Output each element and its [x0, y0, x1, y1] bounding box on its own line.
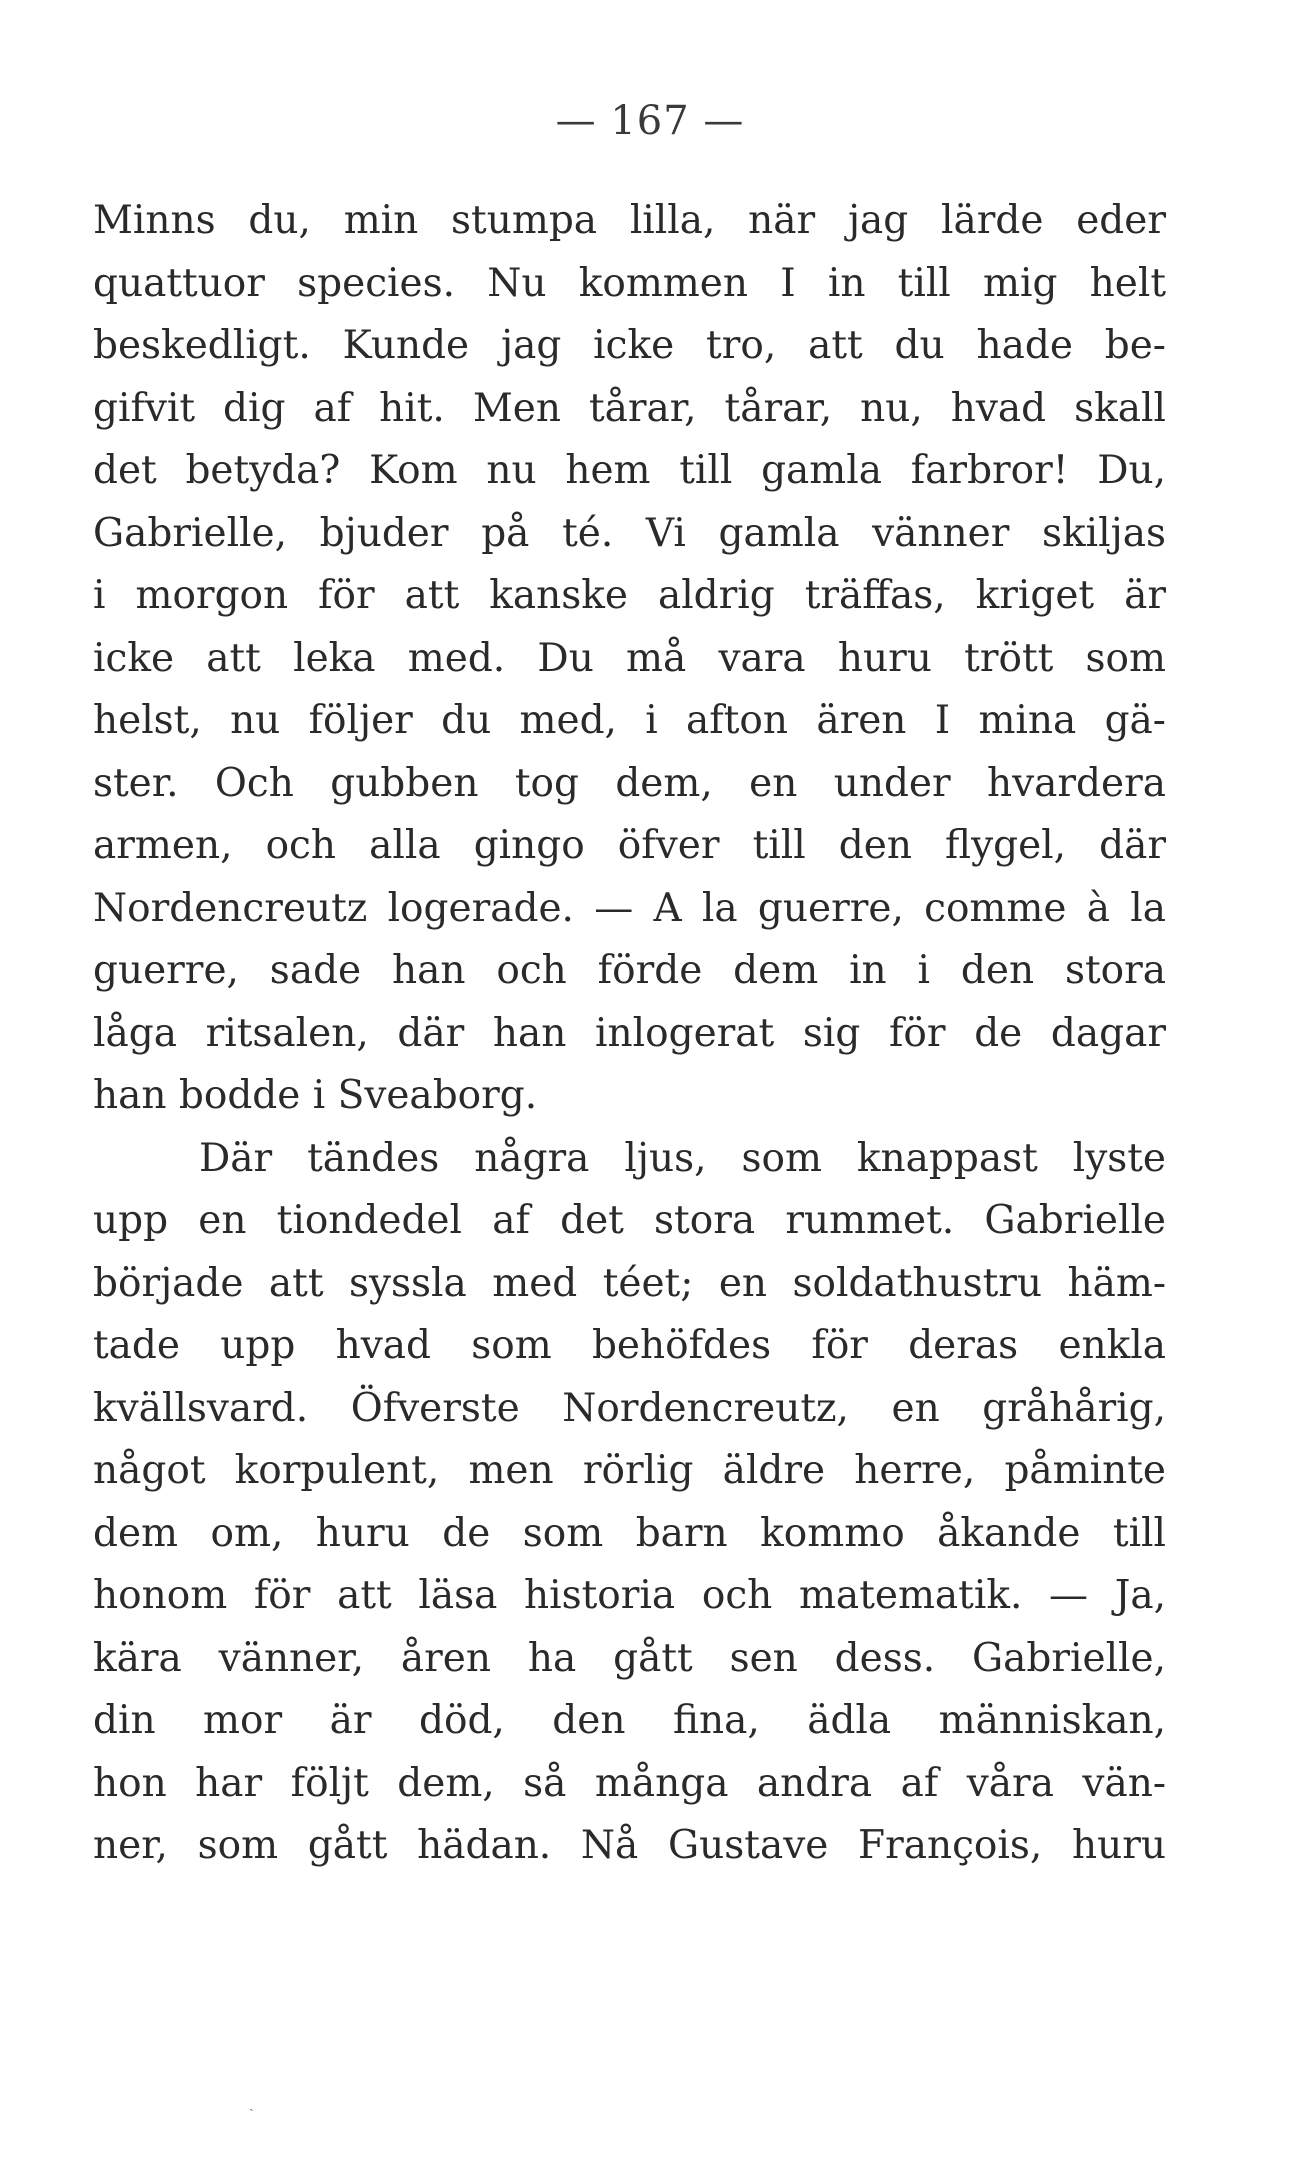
text-line: hon har följt dem, så många andra af våra vän- [93, 1760, 1166, 1806]
text-line: dem om, huru de som barn kommo åkande till [93, 1510, 1166, 1556]
text-line: armen, och alla gingo öfver till den flygel, där [93, 823, 1166, 868]
text-line: Nordencreutz logerade. — A la guerre, comme à la [93, 885, 1166, 931]
page-number: — 167 — [555, 98, 745, 144]
text-line: det betyda? Kom nu hem till gamla farbror! Du, [93, 448, 1166, 493]
body-text [93, 190, 1166, 1878]
text-line: Minns du, min stumpa lilla, när jag lärde eder [93, 198, 1166, 243]
text-line: ner, som gått hädan. Nå Gustave François, huru [93, 1823, 1166, 1868]
text-line: något korpulent, men rörlig äldre herre, påminte [93, 1448, 1166, 1493]
text-line: kära vänner, åren ha gått sen dess. Gabrielle, [93, 1635, 1166, 1681]
text-line: quattuor species. Nu kommen I in till mig helt [93, 260, 1166, 306]
text-line: ster. Och gubben tog dem, en under hvardera [93, 760, 1166, 806]
text-line: Där tändes några ljus, som knappast lyste [199, 1135, 1166, 1181]
text-line: guerre, sade han och förde dem in i den stora [93, 948, 1166, 993]
text-line: han bodde i Sveaborg. [93, 1073, 538, 1118]
text-line: började att syssla med téet; en soldathustru häm- [93, 1260, 1166, 1306]
text-line: helst, nu följer du med, i afton ären I mina gä- [93, 698, 1166, 743]
text-line: kvällsvard. Öfverste Nordencreutz, en gråhårig, [93, 1385, 1166, 1431]
text-line: icke att leka med. Du må vara huru trött som [93, 635, 1166, 681]
text-line: Gabrielle, bjuder på té. Vi gamla vänner skiljas [93, 510, 1166, 556]
text-line: din mor är död, den fina, ädla människan, [93, 1698, 1166, 1743]
text-line: upp en tiondedel af det stora rummet. Gabrielle [93, 1198, 1166, 1243]
text-line: beskedligt. Kunde jag icke tro, att du hade be- [93, 323, 1166, 368]
text-line: gifvit dig af hit. Men tårar, tårar, nu, hvad skall [93, 385, 1166, 431]
text-line: tade upp hvad som behöfdes för deras enkla [93, 1323, 1166, 1368]
text-line: honom för att läsa historia och matematik. — Ja, [93, 1573, 1166, 1618]
print-speck: ˏ [249, 2096, 254, 2112]
text-line: låga ritsalen, där han inlogerat sig för de dagar [93, 1010, 1166, 1056]
paragraph [93, 1128, 1166, 1878]
text-line: i morgon för att kanske aldrig träffas, kriget är [93, 573, 1166, 618]
paragraph [93, 190, 1166, 1128]
